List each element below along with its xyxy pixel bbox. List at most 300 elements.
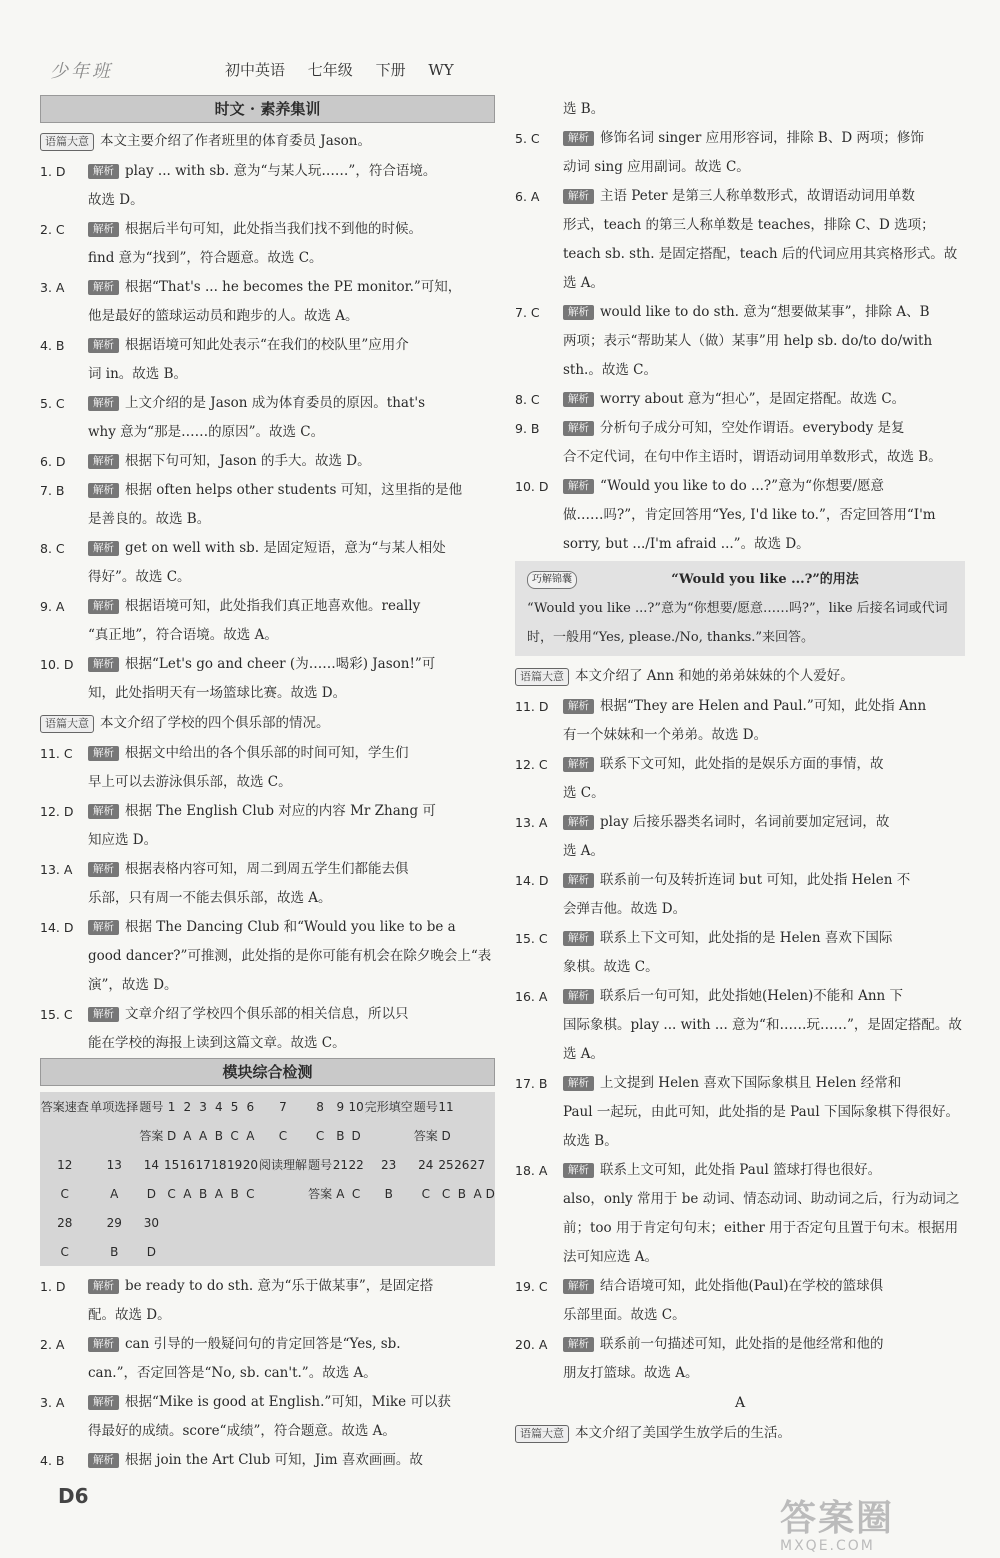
answer-key-cell: 8 <box>316 1099 324 1114</box>
question-number: 2. C <box>40 222 65 237</box>
answer-key-cell: 7 <box>279 1099 287 1114</box>
answer-item <box>515 982 965 1069</box>
analysis-tag: 解析 <box>88 396 119 411</box>
analysis-tag: 解析 <box>88 599 119 614</box>
analysis-tag: 解析 <box>88 920 119 935</box>
answer-item <box>40 1446 495 1475</box>
question-number: 3. A <box>40 280 65 295</box>
answer-item <box>40 1388 495 1446</box>
explanation <box>563 385 965 414</box>
question-number: 7. C <box>515 305 540 320</box>
answer-key-cell: C <box>315 1128 325 1143</box>
explanation <box>88 273 495 331</box>
explanation-continued: why 意为“那是……的原因”。故选 C。 <box>88 424 325 440</box>
question-number: 6. A <box>515 189 540 204</box>
question-number: 3. A <box>40 1395 65 1410</box>
answer-item <box>515 385 965 414</box>
analysis-tag: 解析 <box>88 222 119 237</box>
explanation-text: “Would you like to do ...?”意为“你想要/愿意 <box>600 478 885 494</box>
answer-key-cell: 27 <box>469 1157 486 1172</box>
answer-list <box>515 692 965 1388</box>
explanation-text: 联系前一句及转折连词 but 可知，此处指 Helen 不 <box>600 872 911 888</box>
explanation-continued: Paul 一起玩，由此可知，此处指的是 Paul 下国际象棋下得很好。故选 B。 <box>563 1104 959 1149</box>
explanation-text: 根据“That's ... he becomes the PE monitor.”可知， <box>125 279 462 295</box>
explanation-continued: 象棋。故选 C。 <box>563 959 659 975</box>
explanation-continued: also，only 常用于 be 动词、情态动词、助动词之后，行为动词之前；too 用于肯定句句末；either 用于否定句且置于句末。根据用法可知应选 A。 <box>563 1191 960 1265</box>
section-title: 时文 · 素养集训 <box>40 95 495 123</box>
analysis-tag: 解析 <box>563 873 594 888</box>
analysis-tag: 解析 <box>563 757 594 772</box>
explanation-continued: 得最好的成绩。score“成绩”，符合题意。故选 A。 <box>88 1423 396 1439</box>
question-number: 5. C <box>515 131 540 146</box>
question-number: 10. D <box>40 657 74 672</box>
explanation <box>88 1446 495 1475</box>
answer-key-cell: 1 <box>167 1099 176 1114</box>
explanation <box>88 1272 495 1330</box>
answer-key-cell: C <box>60 1186 69 1201</box>
tip-box <box>515 561 965 656</box>
answer-key-cell <box>40 1121 89 1150</box>
explanation-text: 根据 join the Art Club 可知，Jim 喜欢画画。故 <box>125 1452 423 1468</box>
answer-key-cell: 26 <box>454 1157 470 1172</box>
page-header <box>40 55 960 85</box>
right-column <box>515 95 965 1449</box>
question-number: 12. D <box>40 804 74 819</box>
answer-key-cell: 20 <box>242 1157 258 1172</box>
explanation-text: 上文提到 Helen 喜欢下国际象棋且 Helen 经常和 <box>600 1075 902 1091</box>
question-number: 2. A <box>40 1337 65 1352</box>
answer-item <box>40 1000 495 1058</box>
answer-key-cell: D <box>146 1186 156 1201</box>
explanation-text: 上文介绍的是 Jason 成为体育委员的原因。that's <box>125 395 426 411</box>
question-number: 20. A <box>515 1337 548 1352</box>
header-subject: 初中英语 <box>225 61 286 79</box>
answer-item <box>40 592 495 650</box>
question-number: 12. C <box>515 757 548 772</box>
header-volume: 下册 <box>375 61 406 79</box>
explanation-text: 联系上文可知，此处指 Paul 篮球打得也很好。 <box>600 1162 882 1178</box>
explanation-continued: 朋友打篮球。故选 A。 <box>563 1365 699 1381</box>
answer-item <box>40 476 495 534</box>
explanation-text: 联系前一句描述可知，此处指的是他经常和他的 <box>600 1336 884 1352</box>
answer-key-cell: 9 <box>336 1099 345 1114</box>
answer-key-cell: A <box>183 1186 192 1201</box>
left-column <box>40 95 495 1475</box>
answer-key-cell: D <box>351 1128 361 1143</box>
answer-key-cell: 题号 <box>413 1100 438 1114</box>
explanation-text: can 引导的一般疑问句的肯定回答是“Yes, sb. <box>125 1336 401 1352</box>
answer-item <box>40 1272 495 1330</box>
answer-item <box>515 808 965 866</box>
analysis-tag: 解析 <box>88 483 119 498</box>
explanation-text: 联系后一句可知，此处指她(Helen)不能和 Ann 下 <box>600 988 904 1004</box>
answer-key-row <box>40 1208 495 1237</box>
explanation-text: play 后接乐器类名词时，名词前要加定冠词，故 <box>600 814 890 830</box>
answer-item <box>40 739 495 797</box>
answer-key-cell: B <box>457 1186 466 1201</box>
explanation-text: 联系下文可知，此处指的是娱乐方面的事情，故 <box>600 756 884 772</box>
analysis-tag: 解析 <box>88 1007 119 1022</box>
continued-text: 选 B。 <box>563 101 605 117</box>
answer-item <box>40 215 495 273</box>
answer-key-cell: B <box>198 1186 208 1201</box>
answer-key-cell: C <box>60 1244 69 1259</box>
explanation-continued: 他是最好的篮球运动员和跑步的人。故选 A。 <box>88 308 359 324</box>
analysis-tag: 解析 <box>563 699 594 714</box>
answer-item <box>515 924 965 982</box>
tip-tag: 巧解锦囊 <box>527 571 577 589</box>
explanation-continued: 选 A。 <box>563 843 605 859</box>
analysis-tag: 解析 <box>88 862 119 877</box>
explanation <box>563 866 965 924</box>
explanation-text: play ... with sb. 意为“与某人玩……”，符合语境。 <box>125 163 437 179</box>
answer-key-cell <box>89 1121 138 1150</box>
analysis-tag: 解析 <box>563 1279 594 1294</box>
answer-item <box>515 692 965 750</box>
answer-key-row <box>40 1179 495 1208</box>
answer-key-row <box>40 1121 495 1150</box>
explanation <box>88 797 495 855</box>
answer-item <box>40 855 495 913</box>
explanation-continued: 形式，teach 的第三人称单数是 teaches，排除 C、D 选项；teach sb. sth. 是固定搭配，teach 后的代词应用其宾格形式。故选 A。 <box>563 217 958 291</box>
analysis-tag: 解析 <box>88 164 119 179</box>
answer-key-cell: C <box>278 1128 288 1143</box>
answer-item <box>515 124 965 182</box>
explanation-continued: 词 in。故选 B。 <box>88 366 188 382</box>
answer-item <box>515 298 965 385</box>
answer-key-table <box>40 1092 495 1266</box>
analysis-tag: 解析 <box>88 1337 119 1352</box>
explanation-text: 根据下句可知，Jason 的手大。故选 D。 <box>125 453 371 469</box>
explanation <box>563 808 965 866</box>
passage-label: A <box>734 1395 746 1411</box>
answer-list <box>40 739 495 1058</box>
explanation <box>563 124 965 182</box>
answer-key-cell: 29 <box>106 1215 122 1230</box>
explanation <box>563 298 965 385</box>
explanation-continued: 乐部，只有周一不能去俱乐部，故选 A。 <box>88 890 332 906</box>
question-number: 13. A <box>515 815 548 830</box>
answer-item <box>40 447 495 476</box>
answer-key-cell: A <box>214 1186 223 1201</box>
answer-key-cell: 25 <box>438 1157 454 1172</box>
analysis-tag: 解析 <box>563 131 594 146</box>
explanation <box>563 414 965 472</box>
explanation <box>88 534 495 592</box>
explanation-continued: 动词 sing 应用副词。故选 C。 <box>563 159 750 175</box>
answer-item <box>40 331 495 389</box>
answer-key-cell: 答案 <box>139 1129 164 1143</box>
analysis-tag: 解析 <box>88 657 119 672</box>
explanation-continued: 合不定代词，在句中作主语时，谓语动词用单数形式，故选 B。 <box>563 449 942 465</box>
answer-key-cell: 17 <box>195 1157 211 1172</box>
summary-tag: 语篇大意 <box>40 715 94 733</box>
explanation <box>88 215 495 273</box>
explanation <box>88 476 495 534</box>
answer-key-cell: 单项选择 <box>90 1100 139 1114</box>
explanation-continued: find 意为“找到”，符合题意。故选 C。 <box>88 250 323 266</box>
answer-item <box>515 414 965 472</box>
question-number: 14. D <box>515 873 549 888</box>
explanation <box>563 924 965 982</box>
question-number: 11. D <box>515 699 549 714</box>
header-edition: WY <box>428 61 454 79</box>
explanation <box>88 855 495 913</box>
answer-key-cell <box>258 1179 307 1208</box>
explanation-text: worry about 意为“担心”，是固定搭配。故选 C。 <box>600 391 906 407</box>
explanation-text: 联系上下文可知，此处指的是 Helen 喜欢下国际 <box>600 930 893 946</box>
analysis-tag: 解析 <box>563 1076 594 1091</box>
answer-item <box>515 182 965 298</box>
question-number: 6. D <box>40 454 66 469</box>
explanation-text: 根据语境可知此处表示“在我们的校队里”应用介 <box>125 337 409 353</box>
explanation-continued: good dancer?”可推测，此处指的是你可能有机会在除夕晚会上“表演”，故选 D。 <box>88 948 492 993</box>
answer-key-cell: A <box>336 1186 345 1201</box>
explanation-continued: 知，此处指明天有一场篮球比赛。故选 D。 <box>88 685 347 701</box>
explanation <box>563 692 965 750</box>
explanation-text: 修饰名词 singer 应用形容词，排除 B、D 两项；修饰 <box>600 130 924 146</box>
analysis-tag: 解析 <box>88 804 119 819</box>
question-number: 1. D <box>40 1279 66 1294</box>
question-number: 5. C <box>40 396 65 411</box>
answer-key-row <box>40 1092 495 1121</box>
answer-item <box>515 1156 965 1272</box>
answer-item <box>515 1069 965 1156</box>
section-title: 模块综合检测 <box>40 1058 495 1086</box>
question-number: 7. B <box>40 483 65 498</box>
analysis-tag: 解析 <box>88 1279 119 1294</box>
answer-key-cell: C <box>230 1128 239 1143</box>
answer-key-cell: 2 <box>183 1099 192 1114</box>
explanation-text: would like to do sth. 意为“想要做某事”，排除 A、B <box>600 304 930 320</box>
question-number: 15. C <box>40 1007 73 1022</box>
answer-list <box>515 124 965 559</box>
answer-key-cell: 19 <box>226 1157 243 1172</box>
question-number: 14. D <box>40 920 74 935</box>
passage-summary: 语篇大意 本文介绍了 Ann 和她的弟弟妹妹的个人爱好。 <box>515 664 965 688</box>
analysis-tag: 解析 <box>88 280 119 295</box>
answer-item <box>40 1330 495 1388</box>
explanation-continued: can.”，否定回答是“No, sb. can't.”。故选 A。 <box>88 1365 377 1381</box>
explanation <box>88 447 495 476</box>
question-number: 10. D <box>515 479 549 494</box>
explanation <box>563 1272 965 1330</box>
answer-key-cell: 5 <box>230 1099 239 1114</box>
explanation-text: 根据“Let's go and cheer (为……喝彩) Jason!”可 <box>125 656 436 672</box>
explanation-text: 分析句子成分可知，空处作谓语。everybody 是复 <box>600 420 905 436</box>
answer-item <box>40 913 495 1000</box>
explanation <box>88 592 495 650</box>
summary-tag: 语篇大意 <box>515 668 569 686</box>
answer-key-cell: 14 <box>143 1157 159 1172</box>
explanation-continued: 早上可以去游泳俱乐部，故选 C。 <box>88 774 292 790</box>
answer-key-cell: C <box>167 1186 176 1201</box>
explanation-text: 根据后半句可知，此处指当我们找不到他的时候。 <box>125 221 422 237</box>
answer-key-cell: D <box>146 1244 156 1259</box>
explanation-continued: 是善良的。故选 B。 <box>88 511 211 527</box>
answer-key-cell: 16 <box>179 1157 195 1172</box>
answer-key-cell: 10 <box>348 1099 364 1114</box>
explanation-continued: 乐部里面。故选 C。 <box>563 1307 686 1323</box>
explanation <box>563 982 965 1069</box>
answer-key-cell: 18 <box>211 1157 227 1172</box>
answer-key-cell: 15 <box>163 1157 180 1172</box>
header-grade: 七年级 <box>307 61 353 79</box>
passage-summary: 语篇大意 本文主要介绍了作者班里的体育委员 Jason。 <box>40 129 495 153</box>
answer-item <box>40 534 495 592</box>
question-number: 4. B <box>40 1453 65 1468</box>
explanation-continued: 做……吗?”，肯定回答用“Yes, I'd like to.”，否定回答用“I'm sorry, but .../I'm afraid ...”。故选 D。 <box>563 507 936 552</box>
explanation-text: 根据 The Dancing Club 和“Would you like to be a <box>125 919 456 935</box>
answer-key-cell: B <box>110 1244 119 1259</box>
answer-key-cell: A <box>183 1128 192 1143</box>
explanation-continued: 能在学校的海报上读到这篇文章。故选 C。 <box>88 1035 346 1051</box>
question-number: 19. C <box>515 1279 548 1294</box>
question-number: 17. B <box>515 1076 548 1091</box>
analysis-tag: 解析 <box>88 1395 119 1410</box>
answer-key-cell: 22 <box>348 1157 364 1172</box>
analysis-tag: 解析 <box>88 746 119 761</box>
analysis-tag: 解析 <box>563 421 594 436</box>
explanation <box>88 389 495 447</box>
answer-key-cell: C <box>246 1186 255 1201</box>
explanation-text: 根据表格内容可知，周二到周五学生们都能去俱 <box>125 861 409 877</box>
answer-key-cell: A <box>246 1128 255 1143</box>
answer-key-cell: 答案 <box>308 1187 333 1201</box>
explanation-text: get on well with sb. 是固定短语，意为“与某人相处 <box>125 540 446 556</box>
analysis-tag: 解析 <box>563 815 594 830</box>
explanation <box>563 750 965 808</box>
answer-key-cell: C <box>351 1186 361 1201</box>
answer-list <box>40 1272 495 1475</box>
explanation-text: 结合语境可知，此处指他(Paul)在学校的篮球俱 <box>600 1278 884 1294</box>
answer-key-cell: 3 <box>199 1099 207 1114</box>
explanation <box>563 1330 965 1388</box>
answer-key-cell: 30 <box>143 1215 159 1230</box>
question-number: 9. B <box>515 421 540 436</box>
passage-summary: 语篇大意 本文介绍了美国学生放学后的生活。 <box>515 1421 965 1445</box>
question-number: 1. D <box>40 164 66 179</box>
answer-key-cell <box>364 1121 413 1150</box>
answer-key-cell: 21 <box>332 1157 348 1172</box>
answer-key-cell: 13 <box>106 1157 122 1172</box>
question-number: 16. A <box>515 989 548 1004</box>
answer-key-cell: C <box>441 1186 451 1201</box>
explanation-text: be ready to do sth. 意为“乐于做某事”，是固定搭 <box>125 1278 434 1294</box>
answer-key-cell: 24 <box>418 1157 434 1172</box>
answer-key-cell: 答案速查 <box>40 1100 89 1114</box>
explanation-continued: 国际象棋。play ... with ... 意为“和……玩……”，是固定搭配。故选 A。 <box>563 1017 962 1062</box>
explanation <box>563 1156 965 1272</box>
analysis-tag: 解析 <box>88 541 119 556</box>
answer-key-cell: D <box>166 1128 177 1143</box>
explanation-text: 根据“Mike is good at English.”可知，Mike 可以获 <box>125 1394 451 1410</box>
analysis-tag: 解析 <box>563 479 594 494</box>
explanation-continued: 配。故选 D。 <box>88 1307 171 1323</box>
question-number: 9. A <box>40 599 65 614</box>
answer-key-row <box>40 1150 495 1179</box>
analysis-tag: 解析 <box>88 454 119 469</box>
explanation-continued: 选 C。 <box>563 785 605 801</box>
answer-list <box>40 157 495 708</box>
answer-key-cell: 12 <box>57 1157 73 1172</box>
watermark: 答案圈 MXQE.COM <box>780 1498 895 1554</box>
answer-key-cell: B <box>384 1186 393 1201</box>
question-number: 18. A <box>515 1163 548 1178</box>
answer-item <box>40 389 495 447</box>
explanation <box>563 1069 965 1156</box>
explanation-continued: 得好”。故选 C。 <box>88 569 191 585</box>
answer-key-cell: 阅读理解 <box>258 1158 307 1172</box>
analysis-tag: 解析 <box>563 1337 594 1352</box>
answer-key-cell: A <box>110 1186 119 1201</box>
explanation <box>88 1000 495 1058</box>
explanation-continued: 故选 D。 <box>88 192 144 208</box>
answer-item <box>515 1272 965 1330</box>
answer-item <box>40 273 495 331</box>
explanation <box>88 913 495 1000</box>
explanation-text: 根据 often helps other students 可知，这里指的是他 <box>125 482 463 498</box>
analysis-tag: 解析 <box>88 338 119 353</box>
question-number: 11. C <box>40 746 73 761</box>
answer-item <box>515 1330 965 1388</box>
explanation <box>563 472 965 559</box>
question-number: 13. A <box>40 862 73 877</box>
answer-key-cell: 4 <box>215 1099 223 1114</box>
explanation-text: 主语 Peter 是第三人称单数形式，故谓语动词用单数 <box>600 188 915 204</box>
answer-key-cell: B <box>336 1128 345 1143</box>
explanation-continued: 知应选 D。 <box>88 832 158 848</box>
answer-key-cell: 题号 <box>308 1158 333 1172</box>
answer-item <box>515 472 965 559</box>
explanation-text: 根据 The English Club 对应的内容 Mr Zhang 可 <box>125 803 436 819</box>
answer-item <box>515 750 965 808</box>
analysis-tag: 解析 <box>563 392 594 407</box>
analysis-tag: 解析 <box>563 305 594 320</box>
analysis-tag: 解析 <box>563 989 594 1004</box>
question-number: 4. B <box>40 338 65 353</box>
answer-key-cell: 23 <box>381 1157 397 1172</box>
explanation-continued: 会弹吉他。故选 D。 <box>563 901 687 917</box>
answer-item <box>40 650 495 708</box>
brand-logo: 少年班 <box>50 61 113 82</box>
explanation <box>88 650 495 708</box>
answer-key-cell: B <box>230 1186 239 1201</box>
answer-key-cell: C <box>421 1186 430 1201</box>
summary-tag: 语篇大意 <box>40 133 94 151</box>
answer-key-cell: D <box>485 1186 495 1201</box>
tip-body: “Would you like ...?”意为“你想要/愿意……吗?”，like 后接名词或代词时，一般用“Yes, please./No, thanks.”来回答。 <box>527 601 948 645</box>
explanation-continued: “真正地”，符合语境。故选 A。 <box>88 627 278 643</box>
explanation-text: 文章介绍了学校四个俱乐部的相关信息，所以只 <box>125 1006 409 1022</box>
explanation <box>88 331 495 389</box>
answer-key-cell: 答案 <box>413 1129 438 1143</box>
answer-key-cell: A <box>473 1186 482 1201</box>
answer-key-cell: 28 <box>57 1215 73 1230</box>
explanation <box>88 1388 495 1446</box>
question-number: 8. C <box>40 541 65 556</box>
header-info <box>225 59 472 80</box>
answer-key-cell: D <box>441 1128 451 1143</box>
summary-tag: 语篇大意 <box>515 1425 569 1443</box>
explanation-text: 根据文中给出的各个俱乐部的时间可知，学生们 <box>125 745 409 761</box>
question-number: 8. C <box>515 392 540 407</box>
explanation <box>563 182 965 298</box>
explanation <box>88 1330 495 1388</box>
answer-item <box>40 157 495 215</box>
explanation-continued: 有一个妹妹和一个弟弟。故选 D。 <box>563 727 768 743</box>
analysis-tag: 解析 <box>563 931 594 946</box>
